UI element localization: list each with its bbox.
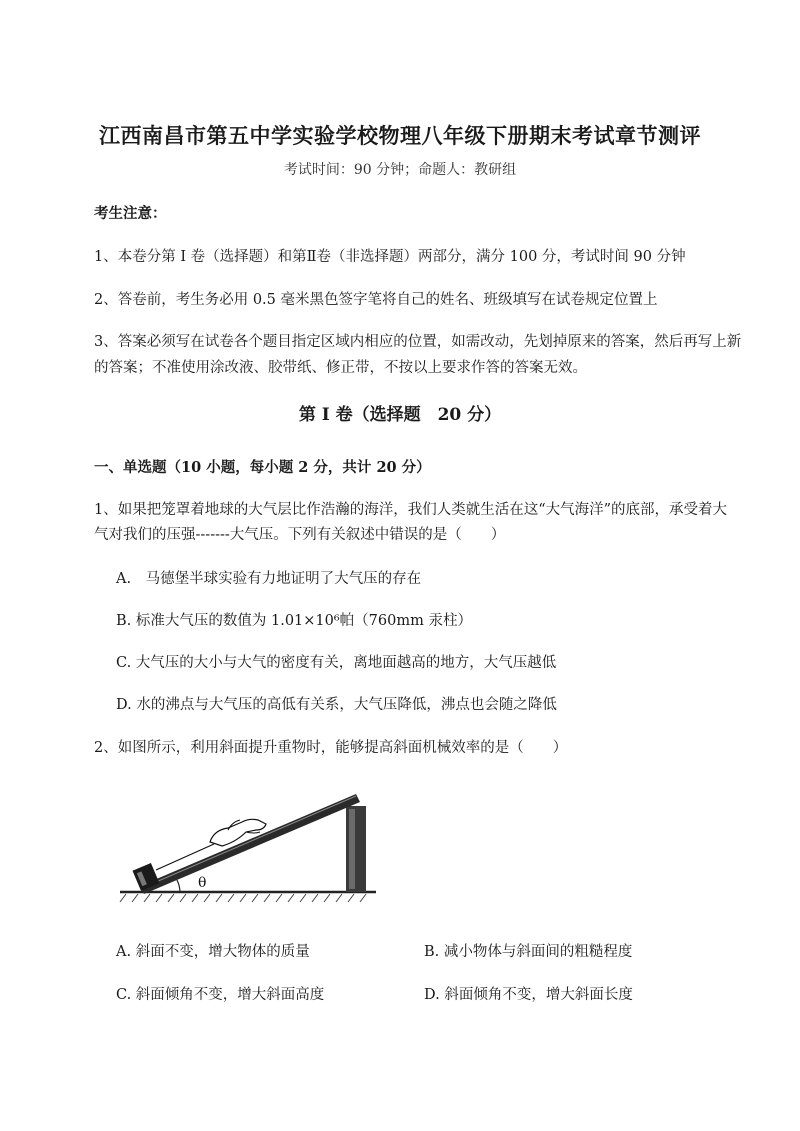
question-stem: 2、如图所示，利用斜面提升重物时，能够提高斜面机械效率的是（ ）	[94, 740, 568, 756]
angle-label: θ	[198, 875, 207, 891]
option-a: A. 斜面不变，增大物体的质量	[116, 944, 310, 960]
section-title: 第 I 卷（选择题 20 分）	[298, 405, 502, 425]
option-d: D. 水的沸点与大气压的高低有关系，大气压降低，沸点也会随之降低	[116, 697, 557, 713]
option-b: B. 标准大气压的数值为 1.01×10⁶帕（760mm 汞柱）	[116, 613, 472, 629]
inclined-plane-figure	[118, 782, 380, 910]
exam-info: 考试时间：90 分钟；命题人：教研组	[283, 162, 517, 178]
part-heading: 一、单选题（10 小题，每小题 2 分，共计 20 分）	[94, 459, 431, 476]
option-c: C. 大气压的大小与大气的密度有关，离地面越高的地方，大气压越低	[116, 655, 557, 671]
option-c: C. 斜面倾角不变，增大斜面高度	[116, 987, 325, 1003]
notice-item: 2、答卷前，考生务必用 0.5 毫米黑色签字笔将自己的姓名、班级填写在试卷规定位置上	[94, 292, 658, 308]
option-a: A. 马德堡半球实验有力地证明了大气压的存在	[116, 571, 422, 587]
question-stem: 气对我们的压强-------大气压。下列有关叙述中错误的是（ ）	[94, 527, 506, 543]
question-stem: 1、如果把笼罩着地球的大气层比作浩瀚的海洋，我们人类就生活在这“大气海洋”的底部，承受着大	[94, 502, 728, 518]
notice-item: 1、本卷分第 I 卷（选择题）和第Ⅱ卷（非选择题）两部分，满分 100 分，考试时间 90 分钟	[94, 249, 686, 265]
option-b: B. 减小物体与斜面间的粗糙程度	[424, 944, 633, 960]
notice-item: 的答案；不准使用涂改液、胶带纸、修正带，不按以上要求作答的答案无效。	[94, 360, 587, 376]
notice-item: 3、答案必须写在试卷各个题目指定区域内相应的位置，如需改动，先划掉原来的答案，然后再写上新	[94, 334, 742, 350]
notice-heading: 考生注意：	[94, 205, 167, 222]
page-title: 江西南昌市第五中学实验学校物理八年级下册期末考试章节测评	[99, 123, 701, 148]
option-d: D. 斜面倾角不变，增大斜面长度	[424, 987, 633, 1003]
